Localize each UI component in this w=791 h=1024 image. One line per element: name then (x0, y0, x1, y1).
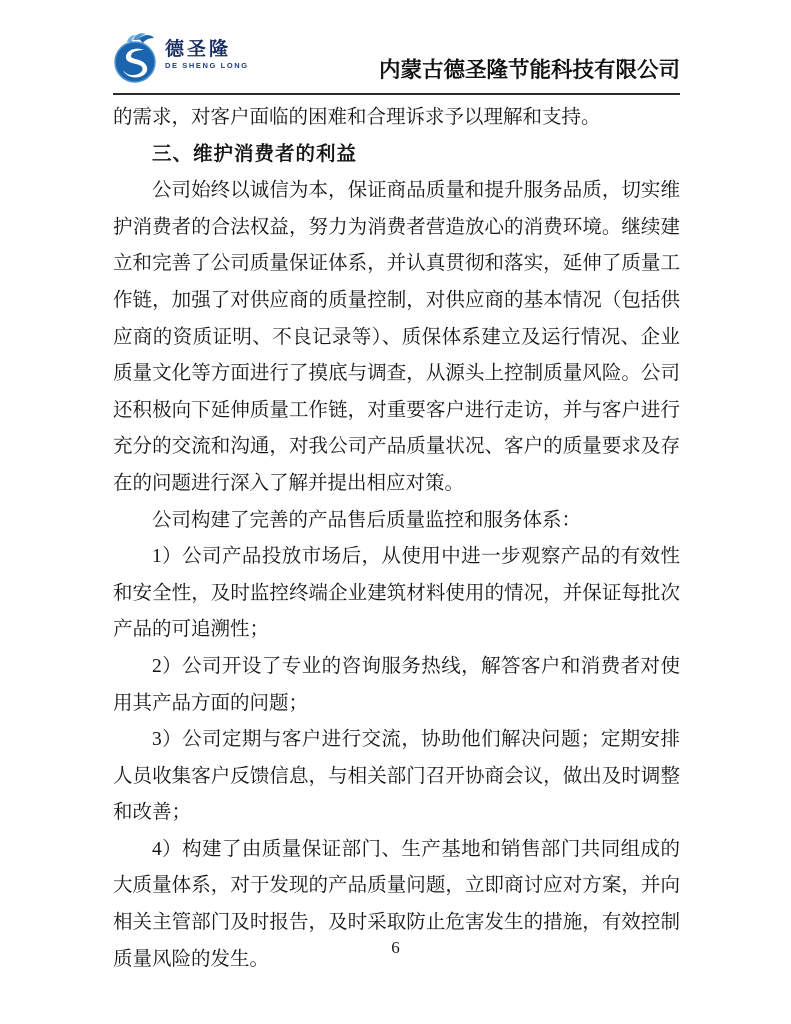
paragraph-intro-list: 公司构建了完善的产品售后质量监控和服务体系： (152, 509, 582, 531)
header-divider (113, 93, 680, 95)
paragraph-item-1: 1）公司产品投放市场后，从使用中进一步观察产品的有效性和安全性，及时监控终端企业建筑材料使用的情况，并保证每批次产品的可追溯性； (113, 546, 680, 641)
paragraph-item-3: 3）公司定期与客户进行交流，协助他们解决问题；定期安排人员收集客户反馈信息，与相关部门召开协商会议，做出及时调整和改善； (113, 729, 680, 824)
section-heading: 三、维护消费者的利益 (152, 143, 358, 165)
dragon-s-logo-icon (113, 30, 161, 86)
company-logo (113, 30, 249, 86)
paragraph-main: 公司始终以诚信为本，保证商品质量和提升服务品质，切实维护消费者的合法权益，努力为消费者营造放心的消费环境。继续建立和完善了公司质量保证体系，并认真贯彻和落实，延伸了质量工作链，加强了对供应商的质量控制，对供应商的基本情况（包括供应商的资质证明、不良记录等）、质保体系建立及运行情况、企业质量文化等方面进行了摸底与调查，从源头上控制质量风险。公司还积极向下延伸质量工作链，对重要客户进行走访，并与客户进行充分的交流和沟通，对我公司产品质量状况、客户的质量要求及存在的问题进行深入了解并提出相应对策。 (113, 180, 680, 494)
page-footer (0, 938, 791, 958)
page-header (113, 30, 680, 86)
document-body (113, 100, 680, 978)
logo-text (165, 40, 249, 76)
paragraph-item-4: 4）构建了由质量保证部门、生产基地和销售部门共同组成的大质量体系，对于发现的产品质量问题，立即商讨应对方案，并向相关主管部门及时报告，及时采取防止危害发生的措施，有效控制质量风险的发生。 (113, 838, 680, 970)
logo-chinese-text: 德圣隆 (165, 39, 232, 61)
logo-english-text: DE SHENG LONG (165, 61, 249, 71)
continuation-paragraph: 的需求，对客户面临的困难和合理诉求予以理解和支持。 (113, 107, 601, 128)
paragraph-item-2: 2）公司开设了专业的咨询服务热线，解答客户和消费者对使用其产品方面的问题； (113, 655, 680, 714)
company-name: 内蒙古德圣隆节能科技有限公司 (378, 58, 680, 82)
page-number: 6 (391, 938, 400, 957)
